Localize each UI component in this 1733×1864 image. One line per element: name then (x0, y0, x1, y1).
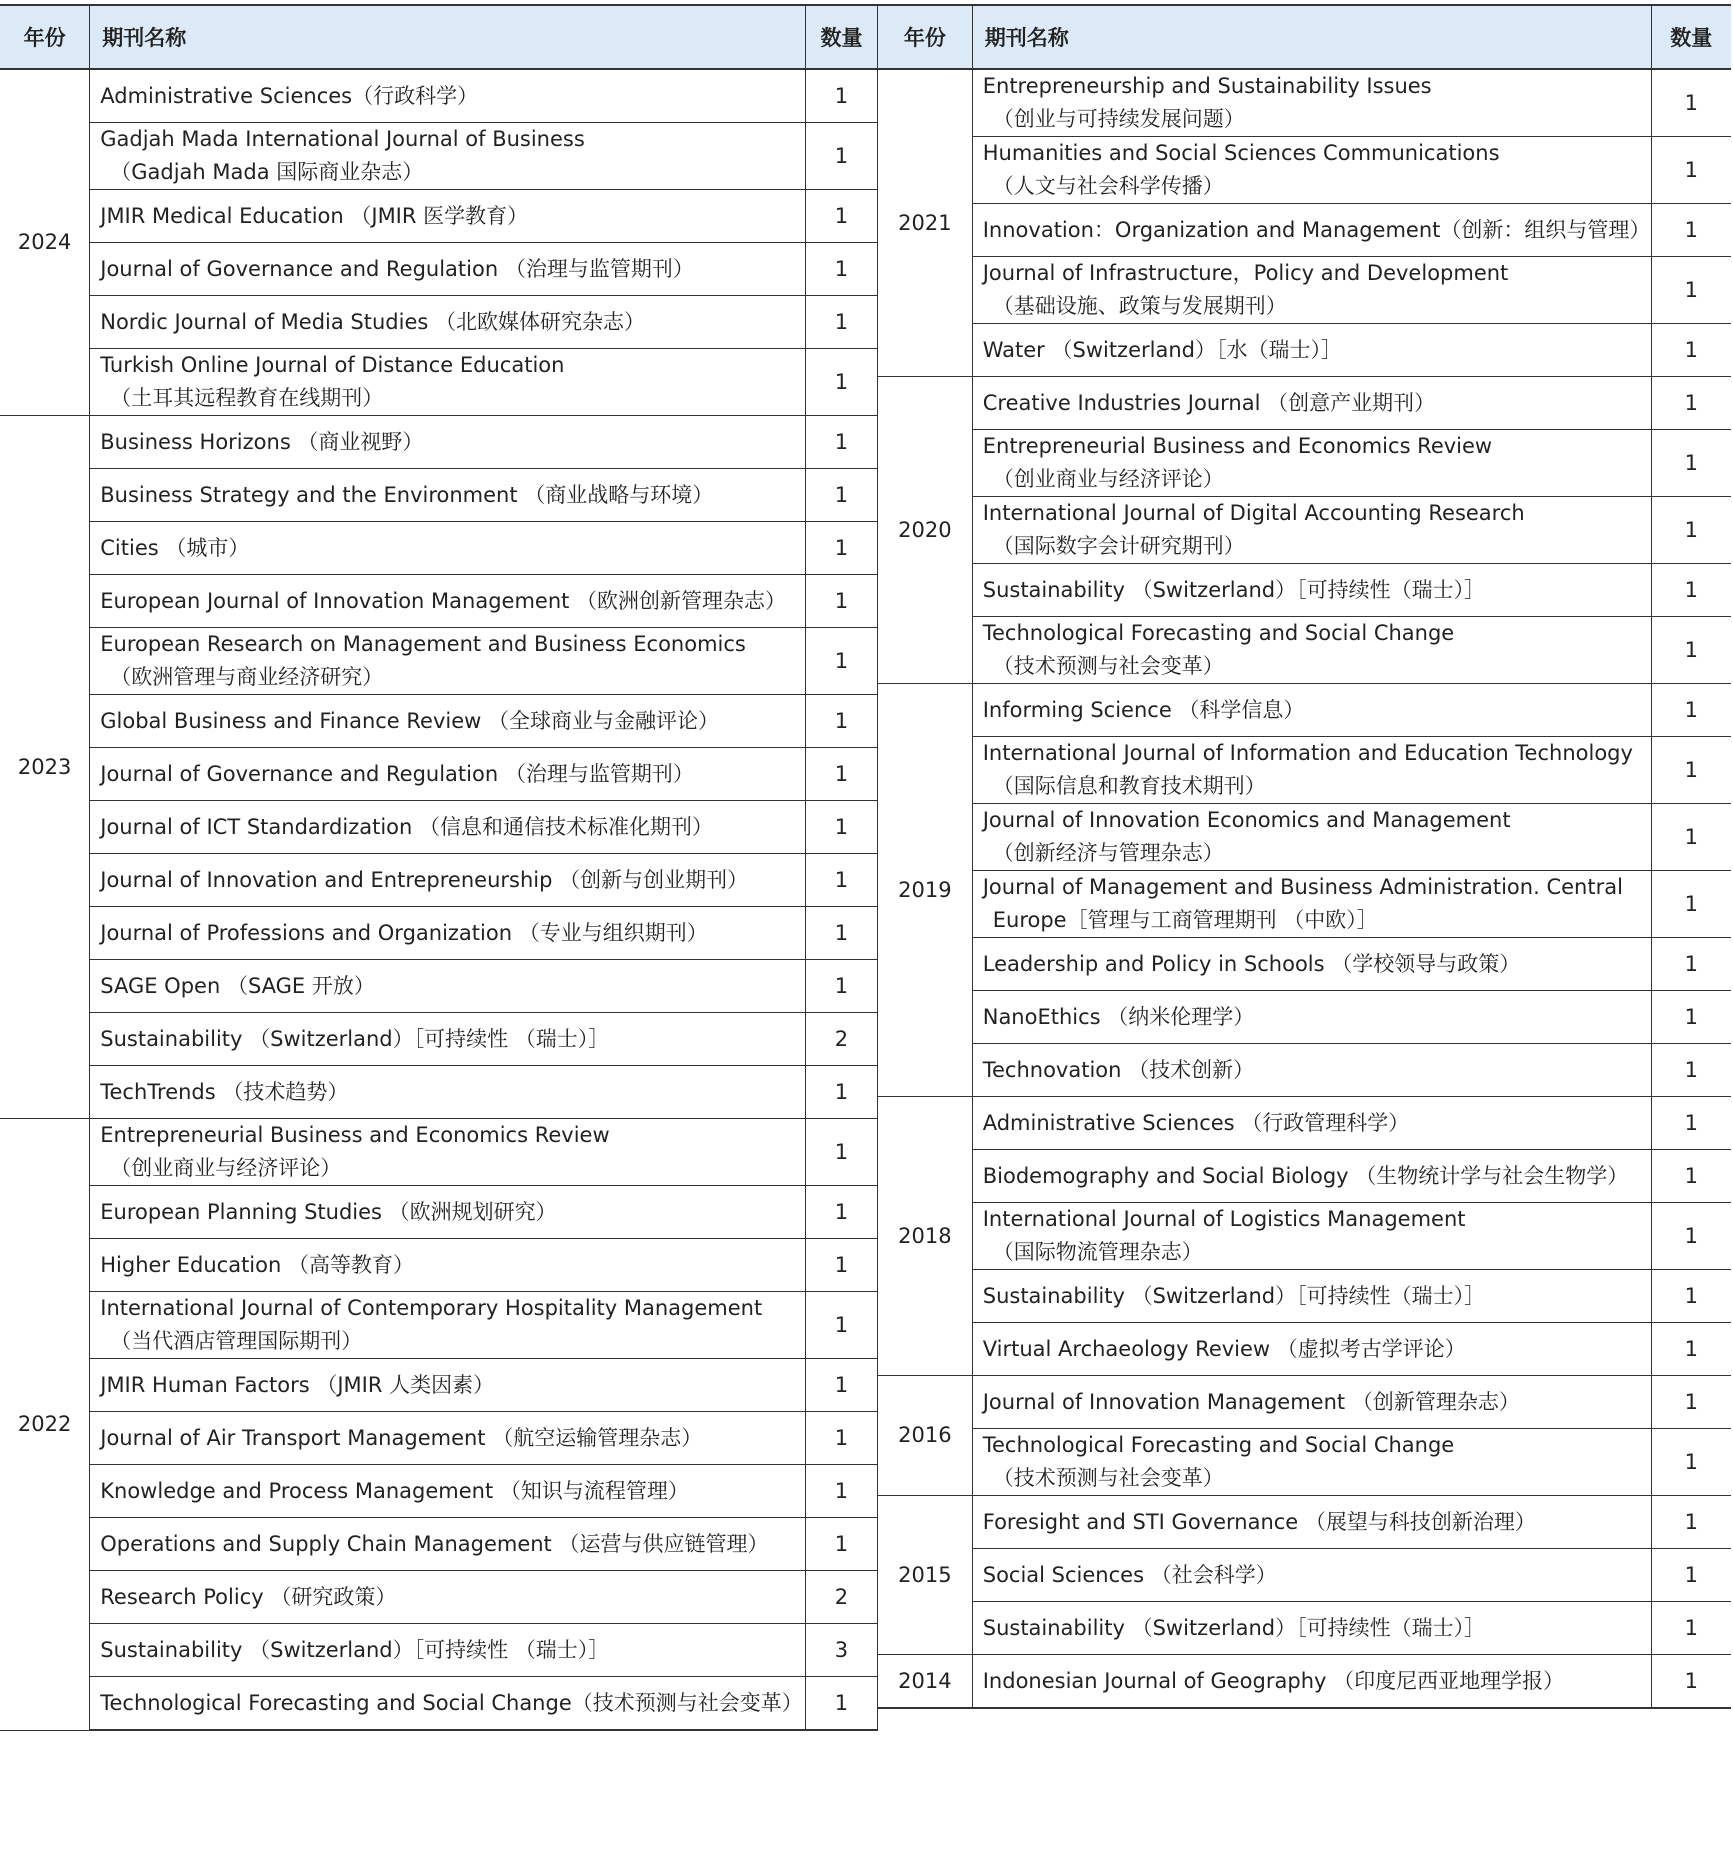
journal-name-cell (972, 617, 1651, 684)
count-cell: 1 (805, 69, 877, 123)
journal-name-cell (972, 991, 1651, 1044)
journal-row (878, 137, 1731, 204)
journal-row (878, 204, 1731, 257)
count-cell: 1 (805, 1119, 877, 1186)
count-cell: 1 (805, 1292, 877, 1359)
journal-row (0, 1292, 878, 1359)
journal-row (878, 497, 1731, 564)
count-cell: 1 (1651, 377, 1731, 430)
year-cell: 2016 (878, 1376, 972, 1496)
journal-row (878, 324, 1731, 377)
journal-name: Biodemography and Social Biology （生物统计学与社会生物学） (982, 1163, 1629, 1188)
journal-name-cell (90, 123, 806, 190)
journal-name-cell (90, 695, 806, 748)
count-cell: 1 (805, 1359, 877, 1412)
count-cell: 1 (805, 1518, 877, 1571)
journal-row (878, 737, 1731, 804)
count-cell: 1 (1651, 204, 1731, 257)
count-cell: 1 (1651, 1150, 1731, 1203)
journal-name-cell (972, 69, 1651, 137)
journal-name-cell (90, 1571, 806, 1624)
journal-name-cell (90, 1066, 806, 1119)
count-cell: 1 (1651, 1496, 1731, 1549)
journal-row (878, 1323, 1731, 1376)
journal-name: Journal of Professions and Organization （专业与组织期刊） (100, 920, 708, 945)
journal-name-cell (90, 1186, 806, 1239)
year-cell: 2020 (878, 377, 972, 684)
journal-row (0, 190, 878, 243)
count-cell: 1 (1651, 257, 1731, 324)
journal-name-cell (972, 1602, 1651, 1655)
count-cell: 1 (805, 1412, 877, 1465)
journal-row (0, 1013, 878, 1066)
journal-name: Foresight and STI Governance （展望与科技创新治理） (982, 1509, 1536, 1534)
year-cell: 2015 (878, 1496, 972, 1655)
count-cell: 1 (805, 695, 877, 748)
journal-name-translation: （国际数字会计研究期刊） (992, 534, 1245, 558)
journal-name-cell (972, 257, 1651, 324)
year-cell: 2021 (878, 69, 972, 377)
count-cell: 1 (1651, 1655, 1731, 1709)
journal-name: Higher Education （高等教育） (100, 1252, 414, 1277)
journal-row (0, 695, 878, 748)
journal-name-cell (90, 1119, 806, 1186)
journal-row (0, 1239, 878, 1292)
count-cell: 2 (805, 1571, 877, 1624)
count-cell: 1 (805, 469, 877, 522)
journal-row (0, 469, 878, 522)
count-cell: 1 (1651, 137, 1731, 204)
journal-name-translation: （欧洲管理与商业经济研究） (110, 665, 384, 689)
count-cell: 1 (1651, 1429, 1731, 1496)
journal-name: International Journal of Logistics Management (982, 1207, 1466, 1231)
journal-row (878, 1429, 1731, 1496)
journal-row (878, 938, 1731, 991)
journal-name-cell (90, 1412, 806, 1465)
journal-name-cell (90, 522, 806, 575)
journal-name: European Planning Studies （欧洲规划研究） (100, 1199, 557, 1224)
journal-name: Virtual Archaeology Review （虚拟考古学评论） (982, 1336, 1466, 1361)
count-cell: 1 (1651, 1549, 1731, 1602)
count-cell: 1 (805, 1677, 877, 1731)
journal-name-cell (972, 1655, 1651, 1709)
journal-row (0, 748, 878, 801)
journal-row (0, 907, 878, 960)
count-cell: 1 (1651, 1270, 1731, 1323)
journal-name-cell (90, 748, 806, 801)
journal-row (0, 801, 878, 854)
journal-name: Technological Forecasting and Social Change (982, 1433, 1455, 1457)
count-cell: 1 (1651, 617, 1731, 684)
journal-name: Administrative Sciences（行政科学） (100, 83, 479, 108)
journal-row (0, 1624, 878, 1677)
header-year: 年份 (878, 5, 972, 69)
journal-row (878, 871, 1731, 938)
header-year: 年份 (0, 5, 90, 69)
journal-name: Technovation （技术创新） (982, 1057, 1255, 1082)
journal-name: International Journal of Information and Education Technology (982, 741, 1633, 765)
journal-name: Journal of Air Transport Management （航空运输管理杂志） (100, 1425, 703, 1450)
journal-name: Journal of Innovation and Entrepreneurship （创新与创业期刊） (100, 867, 749, 892)
year-cell: 2024 (0, 69, 90, 416)
journal-name-cell (972, 324, 1651, 377)
journal-name: TechTrends （技术趋势） (100, 1079, 349, 1104)
journal-name: Nordic Journal of Media Studies （北欧媒体研究杂志） (100, 309, 645, 334)
journal-row (878, 1044, 1731, 1097)
journal-name-cell (972, 938, 1651, 991)
journal-name-cell (972, 1323, 1651, 1376)
year-cell: 2019 (878, 684, 972, 1097)
journal-row (878, 257, 1731, 324)
count-cell: 1 (805, 349, 877, 416)
journal-name: Journal of Innovation Economics and Management (982, 808, 1511, 832)
count-cell: 2 (805, 1013, 877, 1066)
journal-name: Turkish Online Journal of Distance Education (100, 353, 565, 377)
count-cell: 3 (805, 1624, 877, 1677)
journal-table-right (878, 4, 1731, 1709)
journal-name: Gadjah Mada International Journal of Business (100, 127, 585, 151)
count-cell: 1 (805, 907, 877, 960)
journal-row (0, 123, 878, 190)
journal-name-cell (90, 469, 806, 522)
journal-name-cell (972, 1429, 1651, 1496)
journal-name-translation: （创新经济与管理杂志） (992, 841, 1224, 865)
journal-row (878, 69, 1731, 137)
journal-name-translation: （当代酒店管理国际期刊） (110, 1329, 363, 1353)
count-cell: 1 (805, 1239, 877, 1292)
journal-name-cell (90, 1013, 806, 1066)
count-cell: 1 (805, 522, 877, 575)
count-cell: 1 (805, 854, 877, 907)
journal-row (878, 1376, 1731, 1429)
count-cell: 1 (1651, 1602, 1731, 1655)
journal-name: Sustainability （Switzerland）［可持续性（瑞士）］ (982, 1283, 1486, 1308)
journal-name: Journal of Governance and Regulation （治理与监管期刊） (100, 256, 694, 281)
header-count: 数量 (1651, 5, 1731, 69)
journal-row (878, 1150, 1731, 1203)
header-journal: 期刊名称 (90, 5, 806, 69)
journal-row (0, 1677, 878, 1731)
journal-name: Technological Forecasting and Social Change (982, 621, 1455, 645)
journal-name-cell (90, 1677, 806, 1731)
count-cell: 1 (805, 801, 877, 854)
journal-name-cell (972, 1203, 1651, 1270)
year-cell: 2022 (0, 1119, 90, 1731)
journal-name: JMIR Medical Education （JMIR 医学教育） (100, 203, 529, 228)
journal-name-cell (972, 377, 1651, 430)
journal-name-cell (972, 137, 1651, 204)
journal-name-cell (90, 416, 806, 469)
count-cell: 1 (1651, 430, 1731, 497)
journal-name: NanoEthics （纳米伦理学） (982, 1004, 1255, 1029)
journal-name-cell (972, 737, 1651, 804)
journal-row (0, 416, 878, 469)
journal-name: Sustainability （Switzerland）［可持续性（瑞士）］ (982, 1615, 1486, 1640)
count-cell: 1 (805, 296, 877, 349)
journal-name: International Journal of Contemporary Hospitality Management (100, 1296, 763, 1320)
count-cell: 1 (1651, 871, 1731, 938)
journal-name: Operations and Supply Chain Management （运营与供应链管理） (100, 1531, 769, 1556)
journal-row (0, 854, 878, 907)
journal-row (878, 1270, 1731, 1323)
journal-name: Water （Switzerland）［水（瑞士）］ (982, 337, 1342, 362)
journal-name-translation: Europe［管理与工商管理期刊 （中欧）］ (992, 908, 1378, 932)
journal-name-cell (972, 804, 1651, 871)
journal-row (0, 1518, 878, 1571)
count-cell: 1 (805, 960, 877, 1013)
count-cell: 1 (805, 1186, 877, 1239)
journal-name: Technological Forecasting and Social Change（技术预测与社会变革） (100, 1690, 803, 1715)
journal-name: Journal of Management and Business Administration. Central (982, 875, 1623, 899)
journal-name: Journal of ICT Standardization （信息和通信技术标准化期刊） (100, 814, 713, 839)
journal-name-cell (972, 564, 1651, 617)
count-cell: 1 (805, 748, 877, 801)
journal-row (0, 1412, 878, 1465)
journal-table-left (0, 4, 878, 1731)
journal-row (878, 377, 1731, 430)
header-journal: 期刊名称 (972, 5, 1651, 69)
header-row (0, 5, 878, 69)
journal-name-cell (90, 69, 806, 123)
journal-name-cell (90, 243, 806, 296)
journal-name-cell (972, 684, 1651, 737)
journal-row (0, 1359, 878, 1412)
journal-name-translation: （人文与社会科学传播） (992, 174, 1224, 198)
journal-name: Research Policy （研究政策） (100, 1584, 397, 1609)
journal-name-cell (90, 1239, 806, 1292)
journal-row (0, 522, 878, 575)
journal-name: Creative Industries Journal （创意产业期刊） (982, 390, 1436, 415)
journal-name-cell (972, 1150, 1651, 1203)
journal-row (878, 617, 1731, 684)
journal-name: Entrepreneurship and Sustainability Issues (982, 74, 1432, 98)
journal-name: Humanities and Social Sciences Communications (982, 141, 1500, 165)
journal-name-cell (972, 497, 1651, 564)
journal-name-cell (90, 960, 806, 1013)
journal-name: European Journal of Innovation Management （欧洲创新管理杂志） (100, 588, 787, 613)
journal-name: European Research on Management and Business Economics (100, 632, 746, 656)
header-row (878, 5, 1731, 69)
journal-name: International Journal of Digital Accounting Research (982, 501, 1525, 525)
journal-name: Knowledge and Process Management （知识与流程管理） (100, 1478, 689, 1503)
journal-name: JMIR Human Factors （JMIR 人类因素） (100, 1372, 495, 1397)
journal-name: Informing Science （科学信息） (982, 697, 1305, 722)
journal-name-cell (972, 204, 1651, 257)
journal-row (878, 1549, 1731, 1602)
header-count: 数量 (805, 5, 877, 69)
journal-name-cell (90, 907, 806, 960)
journal-row (0, 1066, 878, 1119)
journal-row (0, 349, 878, 416)
journal-name-cell (90, 1624, 806, 1677)
count-cell: 1 (805, 628, 877, 695)
journal-name-translation: （创业商业与经济评论） (110, 1156, 342, 1180)
journal-row (878, 430, 1731, 497)
journal-name-cell (90, 854, 806, 907)
journal-row (0, 1119, 878, 1186)
count-cell: 1 (1651, 324, 1731, 377)
journal-name-cell (90, 1518, 806, 1571)
journal-name: Business Strategy and the Environment （商业战略与环境） (100, 482, 714, 507)
count-cell: 1 (1651, 684, 1731, 737)
journal-row (0, 575, 878, 628)
journal-name: Indonesian Journal of Geography （印度尼西亚地理学报） (982, 1668, 1565, 1693)
journal-row (0, 296, 878, 349)
journal-name-cell (972, 1496, 1651, 1549)
journal-name: Journal of Infrastructure，Policy and Development (982, 261, 1509, 285)
journal-name-translation: （土耳其远程教育在线期刊） (110, 386, 384, 410)
journal-row (0, 960, 878, 1013)
journal-name-cell (90, 628, 806, 695)
journal-name-translation: （基础设施、政策与发展期刊） (992, 294, 1287, 318)
journal-name: Journal of Innovation Management （创新管理杂志） (982, 1389, 1520, 1414)
journal-row (0, 1465, 878, 1518)
count-cell: 1 (1651, 1203, 1731, 1270)
journal-row (878, 1655, 1731, 1709)
journal-name-translation: （Gadjah Mada 国际商业杂志） (110, 160, 424, 184)
journal-name: Entrepreneurial Business and Economics Review (982, 434, 1493, 458)
journal-name: Leadership and Policy in Schools （学校领导与政策） (982, 951, 1521, 976)
journal-name: Sustainability （Switzerland）［可持续性（瑞士）］ (982, 577, 1486, 602)
journal-name-cell (90, 190, 806, 243)
journal-name-cell (972, 430, 1651, 497)
journal-name-translation: （技术预测与社会变革） (992, 654, 1224, 678)
journal-row (0, 1571, 878, 1624)
journal-name-translation: （国际信息和教育技术期刊） (992, 774, 1266, 798)
count-cell: 1 (805, 1465, 877, 1518)
journal-name-cell (972, 1270, 1651, 1323)
count-cell: 1 (1651, 69, 1731, 137)
count-cell: 1 (1651, 564, 1731, 617)
journal-row (878, 1203, 1731, 1270)
journal-name-cell (972, 1097, 1651, 1150)
count-cell: 1 (1651, 737, 1731, 804)
journal-name-cell (90, 349, 806, 416)
journal-name: Journal of Governance and Regulation （治理与监管期刊） (100, 761, 694, 786)
journal-name: Sustainability （Switzerland）［可持续性 （瑞士）］ (100, 1026, 610, 1051)
journal-name: SAGE Open （SAGE 开放） (100, 973, 375, 998)
journal-name-cell (972, 1549, 1651, 1602)
journal-name: Social Sciences （社会科学） (982, 1562, 1277, 1587)
journal-row (878, 684, 1731, 737)
count-cell: 1 (1651, 1376, 1731, 1429)
journal-row (878, 804, 1731, 871)
journal-name: Sustainability （Switzerland）［可持续性 （瑞士）］ (100, 1637, 610, 1662)
journal-name-cell (90, 1292, 806, 1359)
count-cell: 1 (1651, 991, 1731, 1044)
count-cell: 1 (1651, 1323, 1731, 1376)
journal-row (878, 1496, 1731, 1549)
journal-row (878, 564, 1731, 617)
journal-row (0, 69, 878, 123)
journal-name-cell (972, 871, 1651, 938)
journal-row (0, 243, 878, 296)
journal-name-cell (972, 1376, 1651, 1429)
journal-name: Administrative Sciences （行政管理科学） (982, 1110, 1410, 1135)
count-cell: 1 (805, 123, 877, 190)
journal-name-cell (90, 296, 806, 349)
year-cell: 2014 (878, 1655, 972, 1709)
count-cell: 1 (805, 575, 877, 628)
count-cell: 1 (805, 1066, 877, 1119)
journal-name: Cities （城市） (100, 535, 250, 560)
journal-name-translation: （国际物流管理杂志） (992, 1240, 1203, 1264)
journal-name-cell (90, 1359, 806, 1412)
journal-name-translation: （创业与可持续发展问题） (992, 107, 1245, 131)
journal-name: Innovation：Organization and Management（创新：组织与管理） (982, 217, 1651, 242)
journal-name-cell (90, 575, 806, 628)
count-cell: 1 (805, 190, 877, 243)
journal-name: Global Business and Finance Review （全球商业与金融评论） (100, 708, 719, 733)
count-cell: 1 (805, 416, 877, 469)
journal-row (878, 1602, 1731, 1655)
journal-name: Business Horizons （商业视野） (100, 429, 424, 454)
journal-name-cell (90, 1465, 806, 1518)
count-cell: 1 (1651, 938, 1731, 991)
journal-row (878, 1097, 1731, 1150)
count-cell: 1 (805, 243, 877, 296)
count-cell: 1 (1651, 1044, 1731, 1097)
journal-name: Entrepreneurial Business and Economics Review (100, 1123, 610, 1147)
journal-row (0, 628, 878, 695)
count-cell: 1 (1651, 804, 1731, 871)
count-cell: 1 (1651, 1097, 1731, 1150)
journal-name-translation: （技术预测与社会变革） (992, 1466, 1224, 1490)
journal-row (878, 991, 1731, 1044)
journal-name-cell (90, 801, 806, 854)
year-cell: 2023 (0, 416, 90, 1119)
year-cell: 2018 (878, 1097, 972, 1376)
journal-name-cell (972, 1044, 1651, 1097)
journal-name-translation: （创业商业与经济评论） (992, 467, 1224, 491)
journal-row (0, 1186, 878, 1239)
count-cell: 1 (1651, 497, 1731, 564)
